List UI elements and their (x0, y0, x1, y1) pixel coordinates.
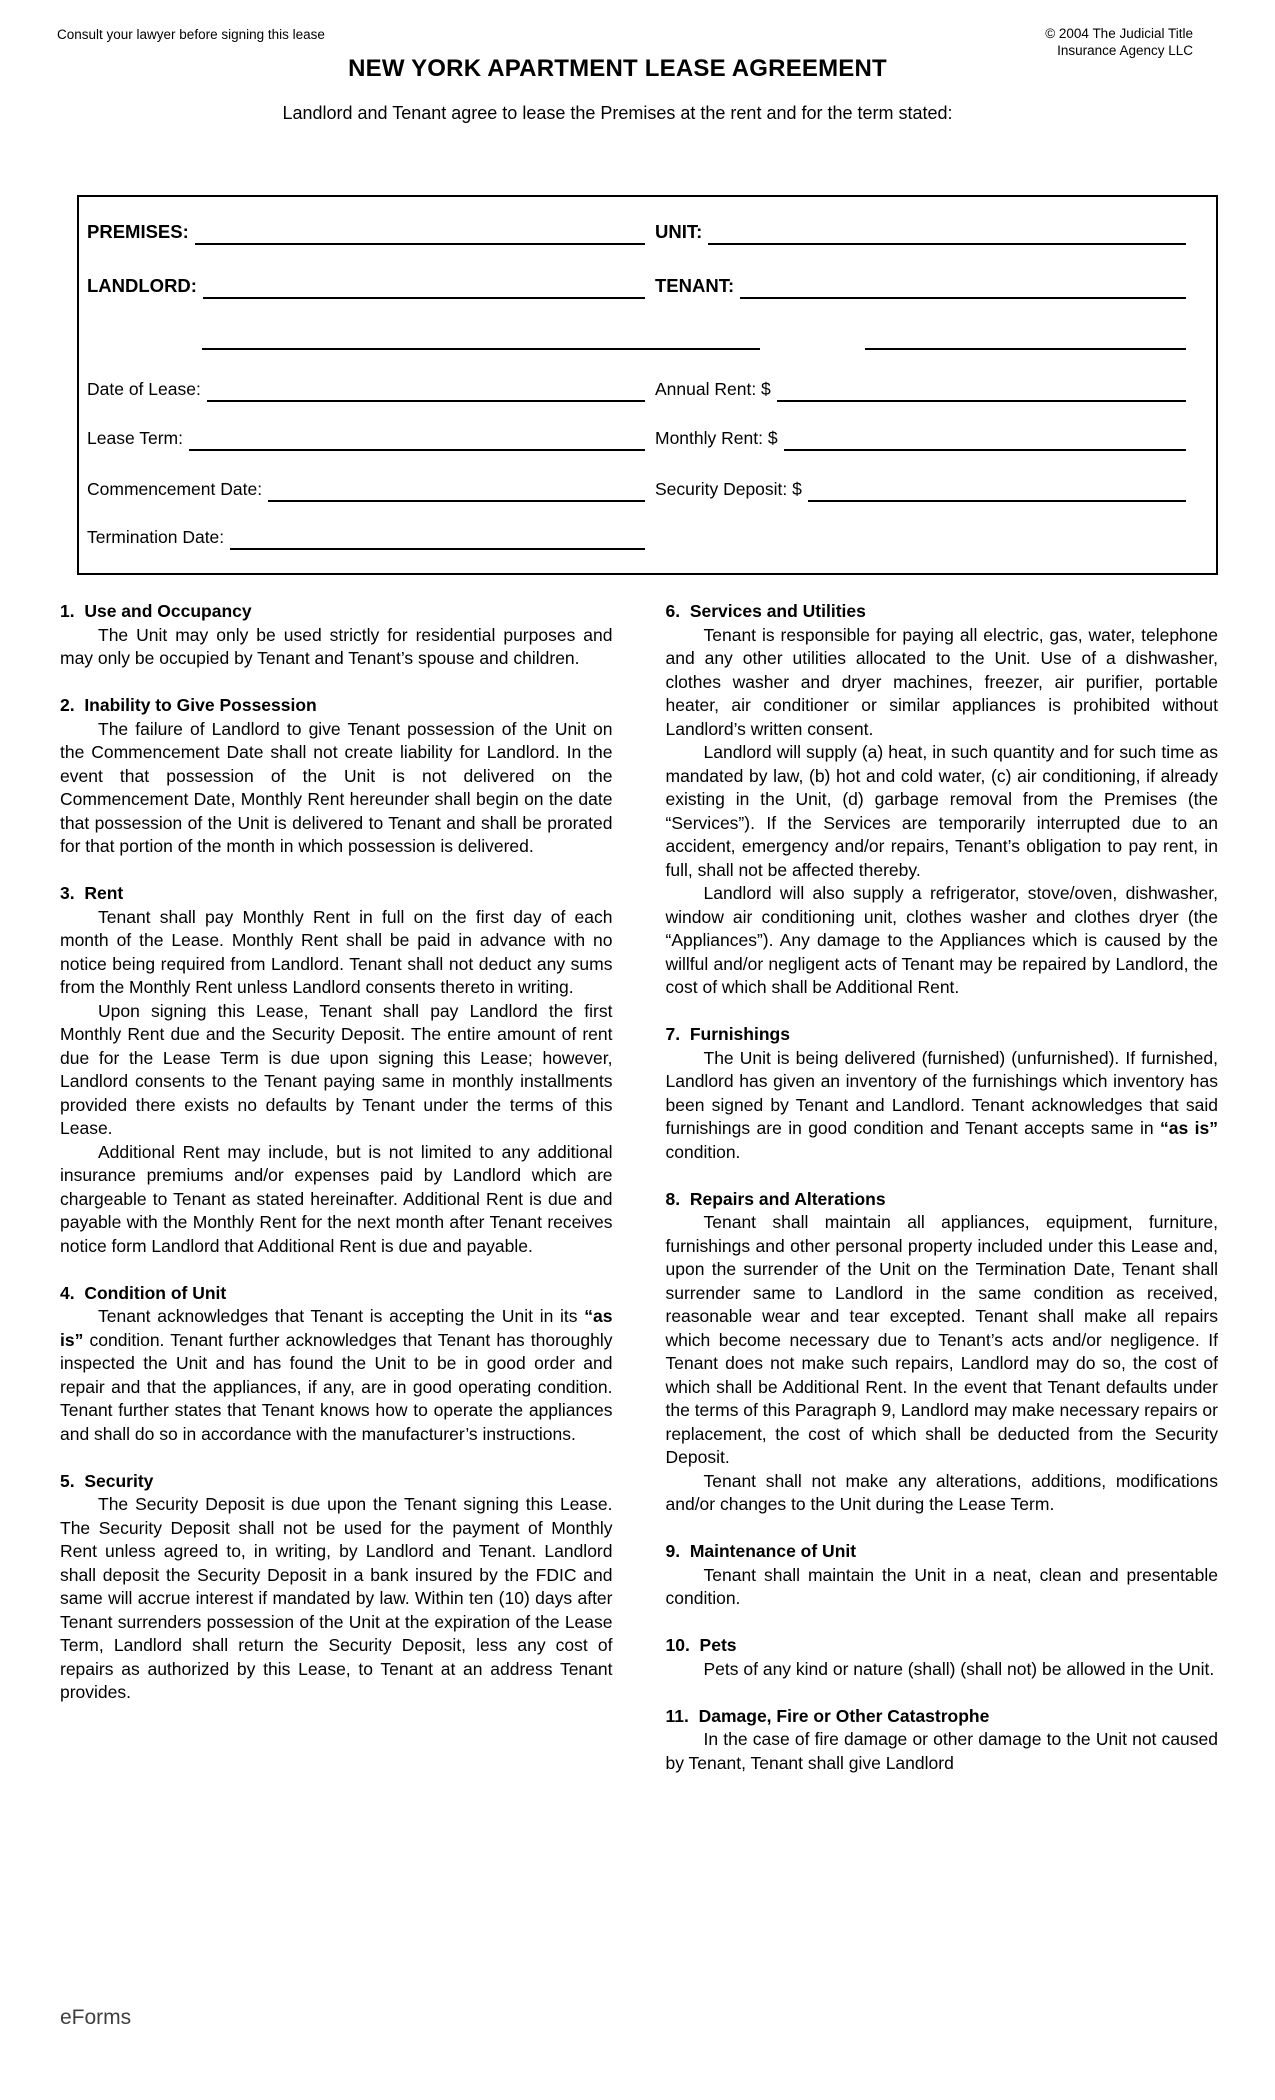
copyright-notice (1045, 25, 1193, 59)
unit-field (655, 219, 1186, 245)
section-heading-furnishings: 7. Furnishings (665, 1024, 790, 1044)
section-heading-pets: 10. Pets (665, 1635, 737, 1655)
commencement-date-field (87, 476, 645, 502)
paragraph (666, 1211, 1219, 1470)
security-deposit-field (655, 476, 1186, 502)
security-deposit-label: Security Deposit: $ (655, 479, 802, 499)
copyright-line-2: Insurance Agency LLC (1057, 43, 1193, 58)
monthly-rent-label: Monthly Rent: $ (655, 428, 778, 448)
bold-text-run: “as is” (1160, 1118, 1218, 1138)
section-heading-services-and-utilities: 6. Services and Utilities (665, 601, 866, 621)
date-of-lease-label: Date of Lease: (87, 379, 201, 399)
tenant-field (655, 273, 1186, 299)
lease-term-field (87, 425, 645, 451)
date-of-lease-input-line[interactable] (207, 374, 645, 402)
paragraph (666, 882, 1219, 1000)
annual-rent-field (655, 376, 1186, 402)
paragraph (60, 718, 613, 859)
form-row-dateoflease-annualrent (87, 376, 1186, 402)
text-run: Tenant acknowledges that Tenant is accepting the Unit in its (98, 1306, 585, 1326)
section-inability-to-give-possession (60, 694, 613, 859)
text-run: Tenant is responsible for paying all electric, gas, water, telephone and any other utilities allocated to the Unit. Use of a dishwasher, clothes washer and dryer machines, freezer, air purifier, portable heater, air conditioner or similar appliances is prohibited without Landlord’s written consent. (665, 624, 1218, 739)
text-run: Tenant shall maintain the Unit in a neat, clean and presentable condition. (665, 1564, 1218, 1608)
text-run: Tenant shall pay Monthly Rent in full on the first day of each month of the Lease. Monthly Rent shall be paid in advance with no notice being required from Landlord. Tenant shall not deduct any sums from the Monthly Rent unless Landlord consents thereto in writing. (60, 906, 613, 997)
section-rent (60, 882, 613, 1258)
termination-date-label: Termination Date: (87, 527, 225, 547)
premises-input-line[interactable] (195, 217, 645, 245)
premises-field (87, 219, 645, 245)
tenant-input-line-2[interactable] (865, 322, 1186, 350)
lawyer-disclaimer: Consult your lawyer before signing this lease (57, 27, 325, 42)
section-heading-inability-to-give-possession: 2. Inability to Give Possession (60, 695, 317, 715)
paragraph (60, 1141, 613, 1259)
commencement-date-input-line[interactable] (268, 474, 645, 502)
paragraph (60, 624, 613, 671)
tenant-continuation-field (770, 324, 1186, 350)
section-damage-fire-or-other-catastrophe (666, 1705, 1219, 1776)
landlord-label: LANDLORD: (87, 275, 197, 296)
text-run: Tenant shall not make any alterations, additions, modifications and/or changes to the Unit during the Lease Term. (665, 1470, 1218, 1514)
column-left (60, 600, 613, 2040)
security-deposit-input-line[interactable] (808, 474, 1186, 502)
lease-term-input-line[interactable] (189, 423, 645, 451)
text-run: condition. (665, 1141, 741, 1162)
section-heading-damage-fire-or-other-catastrophe: 11. Damage, Fire or Other Catastrophe (665, 1705, 990, 1726)
lease-summary-box (77, 195, 1218, 575)
section-furnishings (666, 1023, 1219, 1164)
section-heading-use-and-occupancy: 1. Use and Occupancy (60, 601, 252, 621)
landlord-continuation-field (87, 324, 760, 350)
paragraph (666, 1658, 1219, 1682)
monthly-rent-input-line[interactable] (784, 423, 1186, 451)
text-run: condition. Tenant further acknowledges that Tenant has thoroughly inspected the Unit and has found the Unit to be in good order and repair and that the appliances, if any, are in good operating condition. Tenant further states that Tenant knows how to operate the appliances and shall do so in accordance with the manufacturer’s instructions. (60, 1329, 613, 1444)
text-run: Upon signing this Lease, Tenant shall pay Landlord the first Monthly Rent due and the Security Deposit. The entire amount of rent due for the Lease Term is due upon signing this Lease; however, Landlord consents to the Tenant paying same in monthly installments provided there exists no defaults by Tenant under the terms of this Lease. (60, 1000, 613, 1138)
eforms-brand: eForms (60, 2006, 132, 2029)
unit-label: UNIT: (655, 221, 703, 242)
paragraph (60, 1000, 613, 1141)
text-run: The failure of Landlord to give Tenant possession of the Unit on the Commencement Date shall not create liability for Landlord. In the event that possession of the Unit is not delivered on the Commencement Date, Monthly Rent hereunder shall begin on the date that possession of the Unit is delivered to Tenant and shall be prorated for that portion of the month in which possession is delivered. (60, 718, 613, 856)
paragraph (666, 1047, 1219, 1165)
text-run: Pets of any kind or nature (shall) (shall not) be allowed in the Unit. (703, 1658, 1215, 1679)
paragraph (60, 1493, 613, 1705)
document-subtitle: Landlord and Tenant agree to lease the Premises at the rent and for the term stated: (282, 103, 953, 123)
termination-date-field (87, 524, 645, 550)
paragraph (60, 906, 613, 1000)
form-row-termination (87, 524, 1186, 550)
monthly-rent-field (655, 425, 1186, 451)
form-row-leaseterm-monthlyrent (87, 425, 1186, 451)
section-security (60, 1470, 613, 1705)
annual-rent-input-line[interactable] (777, 374, 1186, 402)
tenant-input-line[interactable] (740, 271, 1186, 299)
date-of-lease-field (87, 376, 645, 402)
lease-term-label: Lease Term: (87, 428, 183, 448)
section-heading-repairs-and-alterations: 8. Repairs and Alterations (665, 1188, 886, 1209)
bold-text-run: “as is” (60, 1306, 613, 1350)
form-row-premises-unit (87, 219, 1186, 245)
paragraph (60, 1305, 613, 1446)
section-heading-security: 5. Security (60, 1470, 154, 1491)
section-maintenance-of-unit (666, 1540, 1219, 1611)
landlord-field (87, 273, 645, 299)
form-row-commencement-security (87, 476, 1186, 502)
paragraph (666, 1564, 1219, 1611)
paragraph (666, 741, 1219, 882)
document-title: NEW YORK APARTMENT LEASE AGREEMENT (348, 55, 887, 82)
text-run: Landlord will also supply a refrigerator, stove/oven, dishwasher, window air conditioning unit, clothes washer and clothes dryer (the “Appliances”). Any damage to the Appliances which is caused by the willful and/or negligent acts of Tenant may be repaired by Landlord, the cost of which shall be Additional Rent. (665, 883, 1218, 997)
section-services-and-utilities (666, 600, 1219, 1000)
column-right (666, 600, 1219, 2040)
termination-date-input-line[interactable] (230, 522, 645, 550)
text-run: The Unit may only be used strictly for residential purposes and may only be occupied by Tenant and Tenant’s spouse and children. (60, 624, 613, 668)
section-condition-of-unit (60, 1282, 613, 1447)
text-run: Tenant shall maintain all appliances, equipment, furniture, furnishings and other personal property included under this Lease and, upon the surrender of the Unit on the Termination Date, Tenant shall surrender same to Landlord in the same condition as received, reasonable wear and tear excepted. Tenant shall make all repairs which become necessary due to Tenant’s acts and/or negligence. If Tenant does not make such repairs, Landlord may do so, the cost of which shall be Additional Rent. In the event that Tenant defaults under the terms of this Paragraph 9, Landlord may make necessary repairs or replacement, the cost of which shall be deducted from the Security Deposit. (665, 1212, 1218, 1467)
unit-input-line[interactable] (708, 217, 1186, 245)
copyright-line-1: © 2004 The Judicial Title (1045, 26, 1193, 41)
section-heading-maintenance-of-unit: 9. Maintenance of Unit (665, 1541, 857, 1561)
section-heading-rent: 3. Rent (60, 883, 124, 903)
paragraph (666, 1470, 1219, 1517)
landlord-input-line-2[interactable] (202, 322, 760, 350)
premises-label: PREMISES: (87, 221, 189, 242)
section-repairs-and-alterations (666, 1188, 1219, 1517)
text-run: The Security Deposit is due upon the Tenant signing this Lease. The Security Deposit shall not be used for the payment of Monthly Rent unless agreed to, in writing, by Landlord and Tenant. Landlord shall deposit the Security Deposit in a bank insured by the FDIC and same will accrue interest if mandated by law. Within ten (10) days after Tenant surrenders possession of the Unit at the expiration of the Lease Term, Landlord shall return the Security Deposit, less any cost of repairs as authorized by this Lease, to Tenant at an address Tenant provides. (60, 1494, 613, 1702)
annual-rent-label: Annual Rent: $ (655, 379, 771, 399)
text-run: Additional Rent may include, but is not limited to any additional insurance premiums and/or expenses paid by Landlord which are chargeable to Tenant as stated hereinafter. Additional Rent is due and payable with the Monthly Rent for the next month after Tenant receives notice form Landlord that Additional Rent is due and payable. (60, 1141, 613, 1256)
tenant-label: TENANT: (655, 275, 735, 296)
section-pets (666, 1634, 1219, 1681)
form-row-continuation-lines (87, 324, 1186, 350)
form-row-landlord-tenant (87, 273, 1186, 299)
section-heading-condition-of-unit: 4. Condition of Unit (60, 1282, 227, 1303)
section-use-and-occupancy (60, 600, 613, 671)
text-run: Landlord will supply (a) heat, in such quantity and for such time as mandated by law, (b) hot and cold water, (c) air conditioning, if already existing in the Unit, (d) garbage removal from the Premises (the “Services”). If the Services are temporarily interrupted due to an accident, emergency and/or repairs, Tenant’s obligation to pay rent, in full, shall not be affected thereby. (665, 742, 1218, 880)
landlord-input-line[interactable] (203, 271, 645, 299)
text-run: The Unit is being delivered (furnished) (unfurnished). If furnished, Landlord has given an inventory of the furnishings which inventory has been signed by Tenant and Landlord. Tenant acknowledges that said furnishings are in good condition and Tenant accepts same in (665, 1047, 1218, 1138)
lease-body-columns (60, 600, 1218, 2040)
text-run: In the case of fire damage or other damage to the Unit not caused by Tenant, Tenant shall give Landlord (665, 1729, 1218, 1773)
paragraph (666, 1728, 1219, 1775)
commencement-date-label: Commencement Date: (87, 479, 263, 499)
paragraph (666, 624, 1219, 742)
